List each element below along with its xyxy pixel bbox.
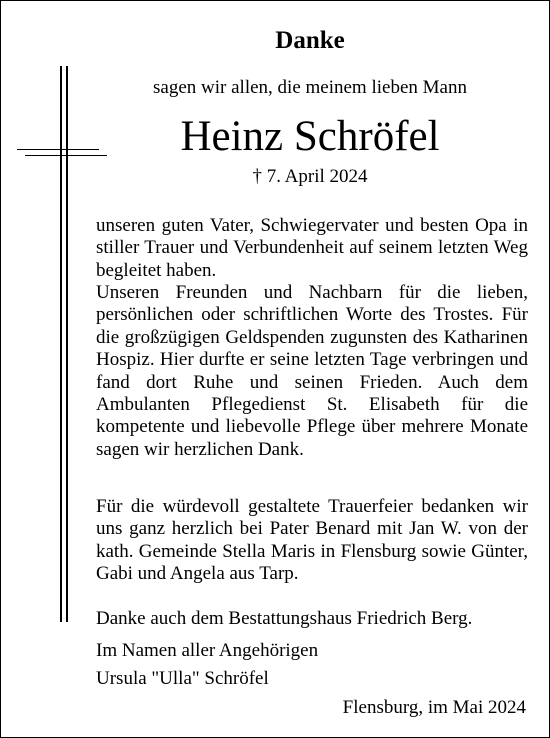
death-date: † 7. April 2024 bbox=[252, 166, 368, 187]
paragraph-thanks-friends: Unseren Freunden und Nachbarn für die lieben, persönlichen oder schriftlichen Worte des Trostes. Für die großzügigen Geldspenden zugunsten des Katharinen Hospiz. Hier durfte er seine letzten Tage verbringen und fand dort Ruhe und seinen Frieden. Auch dem Ambulanten Pflegedienst St. Elisabeth für die kompetente und liebevolle Pflege über mehrere Monate sagen wir herzlichen Dank. bbox=[96, 282, 528, 460]
deceased-name: Heinz Schröfel bbox=[180, 113, 440, 160]
signature-name: Ursula "Ulla" Schröfel bbox=[96, 668, 269, 689]
signature-intro: Im Namen aller Angehörigen bbox=[96, 640, 319, 661]
paragraph-thanks-funeral: Für die würdevoll gestaltete Trauerfeier bedanken wir uns ganz herzlich bei Pater Benard mit Jan W. von der kath. Gemeinde Stella Maris in Flensburg sowie Günter, Gabi und Angela aus Tarp. bbox=[96, 496, 528, 585]
place-and-date: Flensburg, im Mai 2024 bbox=[342, 697, 526, 718]
intro-line: sagen wir allen, die meinem lieben Mann bbox=[153, 77, 467, 98]
notice-heading: Danke bbox=[275, 27, 345, 54]
paragraph-thanks-family: unseren guten Vater, Schwiegervater und besten Opa in stiller Trauer und Verbundenheit auf seinem letzten Weg begleitet haben. bbox=[96, 215, 528, 281]
paragraph-thanks-undertaker: Danke auch dem Bestattungshaus Friedrich Berg. bbox=[96, 608, 473, 629]
